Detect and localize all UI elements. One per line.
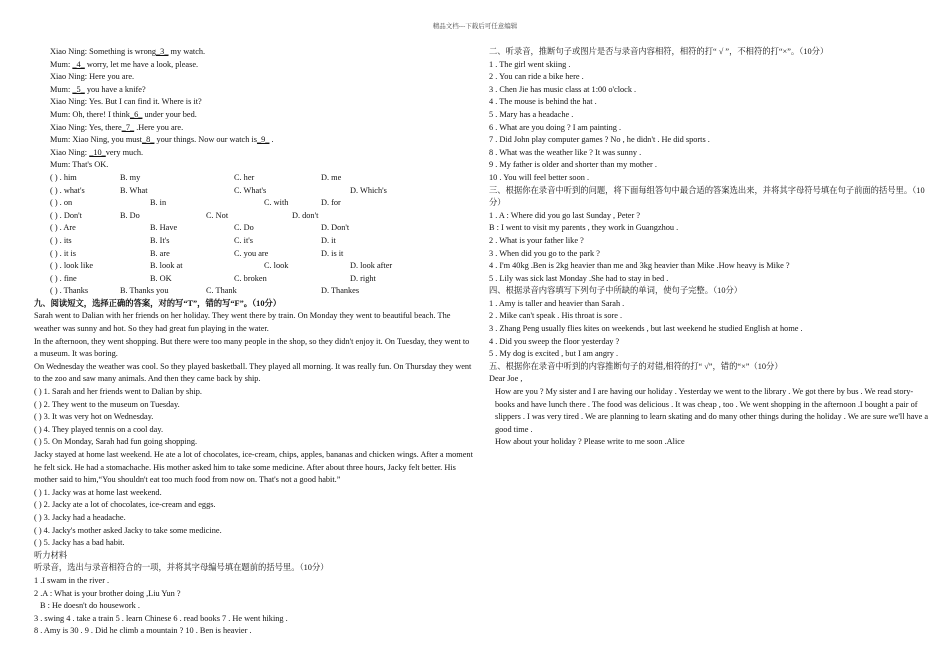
option-c: C. her xyxy=(234,172,255,182)
option-b: B. Thanks you xyxy=(120,286,169,296)
listening-title: 听力材料 xyxy=(34,550,68,560)
option-c: C. it's xyxy=(234,235,254,245)
dialogue-line xyxy=(34,109,474,122)
dialogue-text: my watch. xyxy=(168,47,206,56)
option-d: D. it xyxy=(321,235,336,245)
letter-body: How are you ? My sister and I are having our holiday . Yesterday we went to the library . We got there by bus . We read story-books and have lunch there . The food was delicious . It was cheap , too . We went shopping in the afternoon .I bought a pair of slippers . I was very tired . We are planning to learn skating and do many other things during the holiday . We are sure we'll have a good time . xyxy=(495,387,929,434)
listening-item: 2 . What is your father like ? xyxy=(489,235,584,245)
listen-4-list xyxy=(489,298,929,361)
dialogue-text: Xiao Ning: Yes. But I can find it. Where is it? xyxy=(50,97,202,107)
passage-1b: In the afternoon, they went shopping. But there were too many people in the shop, so they didn't enjoy it. On Tuesday, they went to a museum. It was boring. xyxy=(34,336,470,359)
passage-1: Sarah went to Dalian with her friends on her holiday. They went there by train. On Monday they went to beautiful beach. The weather was sunny and hot. So they had great fun playing in the water. xyxy=(34,311,451,334)
option-row xyxy=(34,248,474,261)
dialogue-text: Xiao Ning: xyxy=(50,147,90,157)
dialogue-text: Mum: Xiao Ning, you must xyxy=(50,135,142,145)
option-a: ( ) . Don't xyxy=(50,210,82,220)
option-a: ( ) . on xyxy=(50,198,73,208)
listening-item: 2 .A : What is your brother doing ,Liu Yun ? xyxy=(34,588,181,598)
listen-3-title: 三、根据你在录音中听到的问题，将下面每组答句中最合适的答案选出来，并将其字母符号填在句子前面的括号里。（10分） xyxy=(489,185,925,208)
question-item: ( ) 3. Jacky had a headache. xyxy=(34,512,126,522)
listen-1-title: 听录音，选出与录音相符合的一项，并将其字母编号填在题前的括号里。（10分） xyxy=(34,563,329,573)
listening-item: 3 . When did you go to the park ? xyxy=(489,248,600,258)
option-b: B. Have xyxy=(150,223,178,233)
answer-blank: _9_ xyxy=(256,135,270,145)
answer-blank: _5_ xyxy=(72,84,85,94)
answer-blank: _4_ xyxy=(72,59,85,69)
question-item: ( ) 1. Sarah and her friends went to Dalian by ship. xyxy=(34,387,202,397)
listening-item: 8 . Amy is 30 . 9 . Did he climb a mountain ? 10 . Ben is heavier . xyxy=(34,626,252,636)
question-item: ( ) 5. On Monday, Sarah had fun going shopping. xyxy=(34,437,198,447)
listen-2-title: 二、听录音，推断句子或图片是否与录音内容相符，相符的打“ √ ”，不相符的打“×”。（10分） xyxy=(489,47,829,56)
answer-blank: _8_ xyxy=(141,135,155,145)
option-b: B. my xyxy=(120,172,141,182)
listening-item: B : He doesn't do housework . xyxy=(40,601,140,611)
option-a: ( ) . Are xyxy=(50,223,76,233)
dialogue-text: worry, let me have a look, please. xyxy=(84,59,199,69)
option-b: B. It's xyxy=(150,235,170,245)
listen-3-list xyxy=(489,210,929,286)
listening-item: 1 . Amy is taller and heavier than Sarah . xyxy=(489,298,625,308)
option-a: ( ) . Thanks xyxy=(50,286,89,296)
option-d: D. for xyxy=(321,198,341,208)
listening-item: 1 . The girl went skiing . xyxy=(489,59,571,69)
letter-close: How about your holiday ? Please write to me soon .Alice xyxy=(495,437,685,447)
page-header: 精品文档---下载后可任意编辑 xyxy=(432,23,518,30)
listening-item: 1 .I swam in the river . xyxy=(34,575,110,585)
dialogue-text: under your bed. xyxy=(142,109,197,119)
question-item: ( ) 5. Jacky has a bad habit. xyxy=(34,538,125,548)
listening-item: 3 . Zhang Peng usually flies kites on weekends , but last weekend he studied English at home . xyxy=(489,324,803,334)
dialogue-text: Xiao Ning: Here you are. xyxy=(50,72,135,82)
question-item: ( ) 4. Jacky's mother asked Jacky to take some medicine. xyxy=(34,525,222,535)
listening-item: 1 . A : Where did you go last Sunday , Peter ? xyxy=(489,210,641,220)
answer-blank: _6_ xyxy=(129,109,143,119)
question-item: ( ) 2. Jacky ate a lot of chocolates, ice-cream and eggs. xyxy=(34,500,216,510)
listen-5-title: 五、根据你在录音中听到的内容推断句子的对错,相符的打“ √”，错的“×”（10分） xyxy=(489,361,783,371)
dialogue-text: very much. xyxy=(105,147,144,157)
dialogue-text: Mum: Oh, there! I think xyxy=(50,109,130,119)
option-d: D. look after xyxy=(350,261,393,271)
option-a: ( ) . him xyxy=(50,172,77,182)
listening-item: 2 . You can ride a bike here . xyxy=(489,72,584,82)
question-item: ( ) 4. They played tennis on a cool day. xyxy=(34,424,164,434)
option-row xyxy=(34,273,474,286)
dialogue-text: .Here you are. xyxy=(134,122,184,132)
option-d: D. is it xyxy=(321,248,344,258)
dialogue-line xyxy=(34,59,474,72)
listen-2-list xyxy=(489,59,929,185)
listening-item: 3 . Chen Jie has music class at 1:00 o'clock . xyxy=(489,84,637,94)
dialogue-line xyxy=(34,122,474,135)
option-row xyxy=(34,185,474,198)
option-row xyxy=(34,172,474,185)
option-d: D. Thankes xyxy=(321,286,360,296)
listening-item: 3 . swing 4 . take a train 5 . learn Chinese 6 . read books 7 . He went hiking . xyxy=(34,613,288,623)
dialogue-line xyxy=(34,96,474,109)
option-row xyxy=(34,285,474,298)
listening-item: 4 . The mouse is behind the hat . xyxy=(489,97,597,107)
listening-item: 5 . Mary has a headache . xyxy=(489,109,574,119)
option-d: D. Don't xyxy=(321,223,350,233)
option-c: C. Not xyxy=(206,210,229,220)
option-b: B. are xyxy=(150,248,170,258)
option-c: C. Do xyxy=(234,223,254,233)
listening-item: 8 . What was the weather like ? It was sunny . xyxy=(489,147,642,157)
option-row xyxy=(34,210,474,223)
listening-item: 7 . Did John play computer games ? No , he didn't . He did sports . xyxy=(489,135,710,145)
option-row xyxy=(34,222,474,235)
dialogue-text: Mum: xyxy=(50,84,73,94)
dialogue-text: . xyxy=(269,135,274,145)
option-d: D. right xyxy=(350,273,376,283)
listening-item: 10 . You will feel better soon . xyxy=(489,172,590,182)
option-d: D. don't xyxy=(292,210,319,220)
listening-item: 5 . My dog is excited , but I am angry . xyxy=(489,349,619,359)
option-b: B. What xyxy=(120,185,148,195)
letter-greeting: Dear Joe , xyxy=(489,374,523,384)
question-item: ( ) 2. They went to the museum on Tuesday. xyxy=(34,399,180,409)
option-c: C. you are xyxy=(234,248,269,258)
listening-item: 6 . What are you doing ? I am painting . xyxy=(489,122,622,132)
listening-item: 4 . Did you sweep the floor yesterday ? xyxy=(489,336,620,346)
dialogue-text: Xiao Ning: Yes, there xyxy=(50,122,122,132)
option-c: C. look xyxy=(264,261,289,271)
option-a: ( ) . it is xyxy=(50,248,77,258)
option-c: C. broken xyxy=(234,273,267,283)
listening-item: B : I went to visit my parents , they work in Guangzhou . xyxy=(489,223,679,233)
dialogue-block xyxy=(34,46,474,172)
dialogue-line xyxy=(34,71,474,84)
listening-item: 9 . My father is older and shorter than my mother . xyxy=(489,160,657,170)
option-d: D. Which's xyxy=(350,185,387,195)
questions-2 xyxy=(34,487,474,550)
right-column xyxy=(489,46,929,449)
answer-blank: _10_ xyxy=(89,147,106,157)
left-column xyxy=(34,46,474,638)
dialogue-text: Mum: That's OK. xyxy=(50,160,109,170)
reading-title: 九、阅读短文，选择正确的答案，对的写“T”，错的写“F”。（10分） xyxy=(34,298,282,308)
listen-1-list xyxy=(34,575,474,638)
passage-1c: On Wednesday the weather was cool. So they played basketball. They played all morning. It was really fun. On Thursday they went to the zoo and saw many animals. And then they came back by ship. xyxy=(34,361,472,384)
listening-item: 5 . Lily was sick last Monday .She had to stay in bed . xyxy=(489,273,669,283)
option-a: ( ) . look like xyxy=(50,261,94,271)
dialogue-text: your things. Now our watch is xyxy=(154,135,257,145)
option-c: C. with xyxy=(264,198,289,208)
listening-item: 4 . I'm 40kg .Ben is 2kg heavier than me and 3kg heavier than Mike .How heavy is Mike ? xyxy=(489,261,790,271)
answer-blank: _3_ xyxy=(156,47,169,56)
option-c: C. What's xyxy=(234,185,267,195)
question-item: ( ) 3. It was very hot on Wednesday. xyxy=(34,412,154,422)
listening-item: 2 . Mike can't speak . His throat is sore . xyxy=(489,311,623,321)
dialogue-text: Xiao Ning: Something is wrong xyxy=(50,47,157,56)
listen-4-title: 四、根据录音内容填写下列句子中所缺的单词，使句子完整。（10分） xyxy=(489,286,743,296)
option-d: D. me xyxy=(321,172,342,182)
option-b: B. Do xyxy=(120,210,140,220)
option-row xyxy=(34,235,474,248)
option-b: B. in xyxy=(150,198,167,208)
option-c: C. Thank xyxy=(206,286,237,296)
option-row xyxy=(34,260,474,273)
passage-2: Jacky stayed at home last weekend. He ate a lot of chocolates, ice-cream, chips, apples, bananas and chicken wings. After a moment he felt sick. He had a stomachache. His mother asked him to take some medicine. After about three hours, Jacky felt better. His mother said to him,“You shouldn't eat too much food from now on. That's not a good habit.” xyxy=(34,450,473,485)
dialogue-line xyxy=(34,159,474,172)
options-block xyxy=(34,172,474,298)
option-a: ( ) . fine xyxy=(50,273,77,283)
option-row xyxy=(34,197,474,210)
option-a: ( ) . its xyxy=(50,235,72,245)
dialogue-text: you have a knife? xyxy=(84,84,146,94)
dialogue-line xyxy=(34,84,474,97)
dialogue-line xyxy=(34,147,474,160)
dialogue-line xyxy=(34,134,474,147)
question-item: ( ) 1. Jacky was at home last weekend. xyxy=(34,487,162,497)
questions-1 xyxy=(34,386,474,449)
answer-blank: _7_ xyxy=(121,122,135,132)
option-b: B. OK xyxy=(150,273,172,283)
option-b: B. look at xyxy=(150,261,183,271)
dialogue-line xyxy=(34,46,474,59)
dialogue-text: Mum: xyxy=(50,59,73,69)
option-a: ( ) . what's xyxy=(50,185,85,195)
